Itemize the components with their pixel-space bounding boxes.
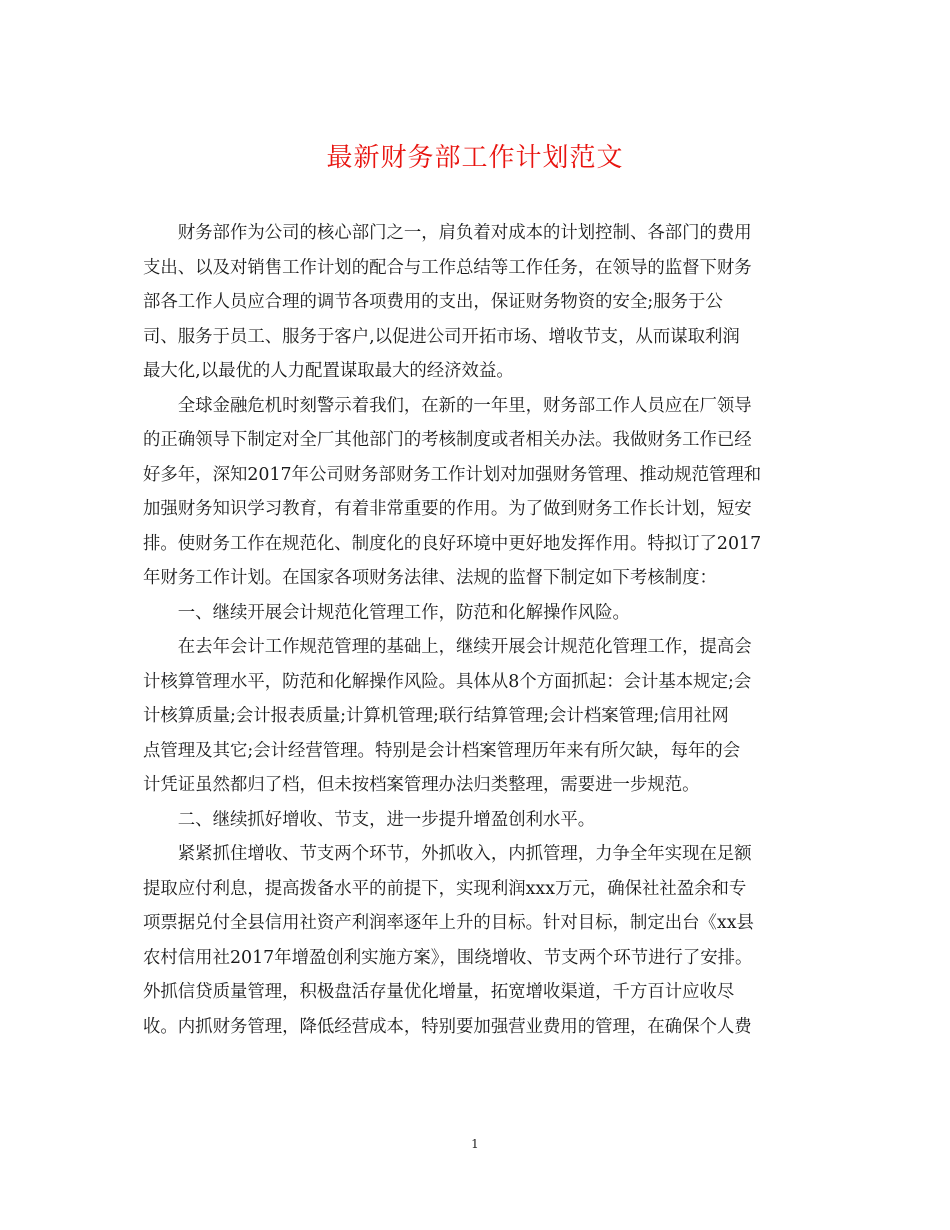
body-text-line: 计核算质量;会计报表质量;计算机管理;联行结算管理;会计档案管理;信用社网: [143, 706, 729, 726]
body-text-line: 的正确领导下制定对全厂其他部门的考核制度或者相关办法。我做财务工作已经: [143, 430, 752, 450]
body-text-line: 点管理及其它;会计经营管理。特别是会计档案管理历年来有所欠缺，每年的会: [143, 740, 741, 761]
body-text-line: 排。使财务工作在规范化、制度化的良好环境中更好地发挥作用。特拟订了2017: [143, 533, 762, 554]
body-text-line: 外抓信贷质量管理，积极盘活存量优化增量，拓宽增收渠道，千方百计应收尽: [143, 982, 735, 1002]
body-text-line: 财务部作为公司的核心部门之一，肩负着对成本的计划控制、各部门的费用: [143, 223, 752, 243]
body-text-line: 农村信用社2017年增盈创利实施方案》，围绕增收、节支两个环节进行了安排。: [143, 947, 753, 968]
body-text-line: 加强财务知识学习教育，有着非常重要的作用。为了做到财务工作长计划，短安: [143, 499, 752, 519]
document-body: [143, 216, 809, 1044]
body-text-line: 紧紧抓住增收、节支两个环节，外抓收入，内抓管理，力争全年实现在足额: [143, 844, 752, 864]
body-text-line: 部各工作人员应合理的调节各项费用的支出，保证财务物资的安全;服务于公: [143, 292, 723, 312]
body-text-line: 计核算管理水平，防范和化解操作风险。具体从8个方面抓起：会计基本规定;会: [143, 671, 752, 692]
page-number: 1: [471, 1137, 479, 1151]
body-text-line: 全球金融危机时刻警示着我们，在新的一年里，财务部工作人员应在厂领导: [143, 395, 752, 416]
body-text-line: 年财务工作计划。在国家各项财务法律、法规的监督下制定如下考核制度：: [143, 568, 717, 588]
body-text-line: 计凭证虽然都归了档，但未按档案管理办法归类整理，需要进一步规范。: [143, 775, 700, 795]
body-text-line: 项票据兑付全县信用社资产利润率逐年上升的目标。针对目标，制定出台《xx县: [143, 913, 754, 933]
body-text-line: 在去年会计工作规范管理的基础上，继续开展会计规范化管理工作，提高会: [143, 637, 752, 657]
body-text-line: 司、服务于员工、服务于客户,以促进公司开拓市场、增收节支，从而谋取利润: [143, 326, 740, 347]
body-text-line: 收。内抓财务管理，降低经营成本，特别要加强营业费用的管理，在确保个人费: [143, 1016, 752, 1037]
body-text-line: 最大化,以最优的人力配置谋取最大的经济效益。: [143, 361, 514, 381]
document-title: 最新财务部工作计划范文: [326, 143, 624, 173]
body-text-line: 一、继续开展会计规范化管理工作，防范和化解操作风险。: [143, 602, 630, 623]
body-text-line: 支出、以及对销售工作计划的配合与工作总结等工作任务，在领导的监督下财务: [143, 257, 752, 278]
body-text-line: 二、继续抓好增收、节支，进一步提升增盈创利水平。: [143, 809, 596, 830]
body-text-line: 提取应付利息，提高拨备水平的前提下，实现利润xxx万元，确保社社盈余和专: [143, 878, 747, 899]
body-text-line: 好多年，深知2017年公司财务部财务工作计划对加强财务管理、推动规范管理和: [143, 464, 762, 485]
